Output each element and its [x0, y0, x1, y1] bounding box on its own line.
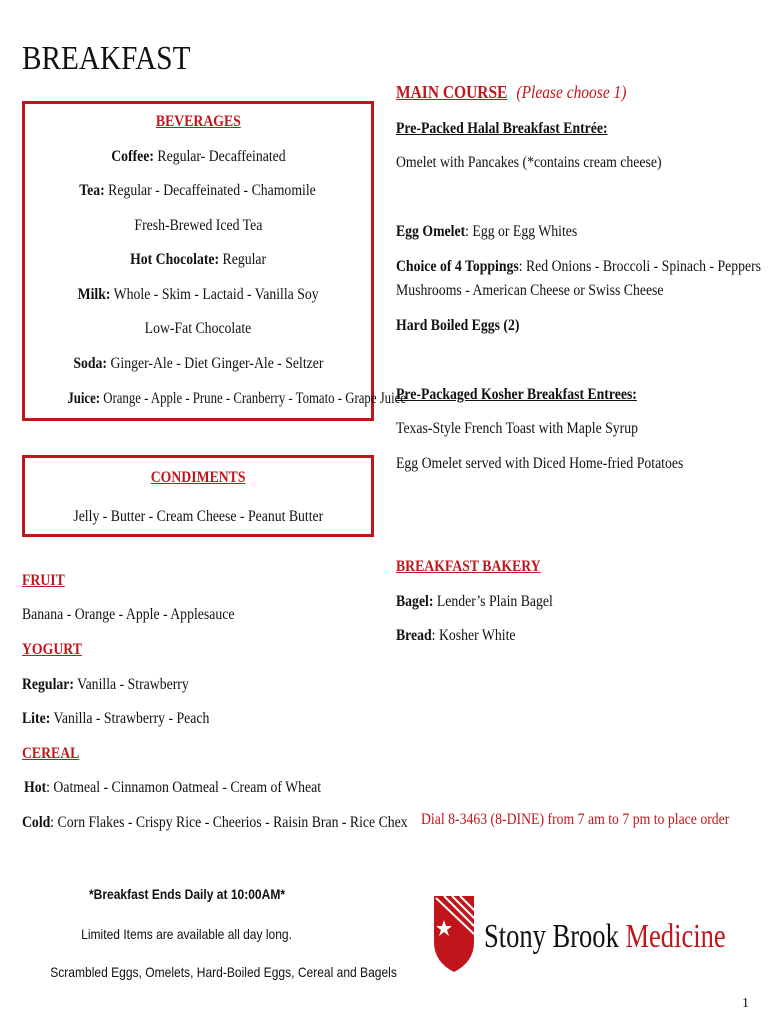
kosher-item-1: Texas-Style French Toast with Maple Syrup — [396, 420, 639, 437]
fruit-heading: FRUIT — [22, 572, 65, 589]
toppings-line: Choice of 4 Toppings: Red Onions - Broccoli - Spinach - Peppers — [396, 258, 762, 275]
beverages-box — [22, 101, 406, 421]
kosher-item-2: Egg Omelet served with Diced Home-fried Potatoes — [396, 455, 684, 472]
yogurt-heading: YOGURT — [22, 641, 82, 658]
bakery-heading: BREAKFAST BAKERY — [396, 558, 541, 575]
milk-line: Milk: Whole - Skim - Lactaid - Vanilla Soy — [77, 286, 319, 303]
toppings-line-2: Mushrooms - American Cheese or Swiss Cheese — [396, 282, 664, 299]
cereal-heading: CEREAL — [22, 745, 80, 762]
boiled-eggs-line: Hard Boiled Eggs (2) — [396, 317, 520, 334]
bread-line: Bread: Kosher White — [396, 627, 516, 644]
stony-brook-logo — [432, 892, 726, 974]
page-number: 1 — [742, 996, 749, 1011]
halal-heading: Pre-Packed Halal Breakfast Entrée: — [396, 120, 608, 137]
bagel-line: Bagel: Lender’s Plain Bagel — [396, 593, 553, 610]
limited-items-line: Limited Items are available all day long. — [81, 926, 293, 942]
juice-line: Juice: Orange - Apple - Prune - Cranberry - Tomato - Grape Juice — [67, 390, 406, 407]
soda-line: Soda: Ginger-Ale - Diet Ginger-Ale - Seltzer — [72, 355, 324, 372]
tea-line: Tea: Regular - Decaffeinated - Chamomile — [79, 182, 317, 199]
page-title: BREAKFAST — [22, 40, 191, 77]
cereal-cold: Cold: Corn Flakes - Crispy Rice - Cheerios - Raisin Bran - Rice Chex — [22, 814, 408, 831]
stony-brook-shield-icon — [432, 892, 476, 974]
breakfast-ends-line: *Breakfast Ends Daily at 10:00AM* — [88, 886, 286, 902]
fruit-items: Banana - Orange - Apple - Applesauce — [22, 606, 235, 623]
all-day-items-line: Scrambled Eggs, Omelets, Hard-Boiled Eggs, Cereal and Bagels — [50, 964, 397, 980]
main-course-heading: MAIN COURSE (Please choose 1) — [396, 82, 627, 102]
yogurt-regular: Regular: Vanilla - Strawberry — [22, 676, 189, 693]
condiments-items: Jelly - Butter - Cream Cheese - Peanut Butter — [73, 508, 323, 525]
condiments-box — [22, 455, 374, 537]
cereal-hot: Hot: Oatmeal - Cinnamon Oatmeal - Cream of Wheat — [24, 779, 322, 796]
kosher-heading: Pre-Packaged Kosher Breakfast Entrees: — [396, 386, 637, 403]
lowfat-line: Low-Fat Chocolate — [144, 320, 252, 337]
condiments-heading: CONDIMENTS — [150, 469, 246, 486]
beverages-heading: BEVERAGES — [155, 113, 241, 130]
iced-tea-line: Fresh-Brewed Iced Tea — [134, 217, 262, 234]
hot-chocolate-line: Hot Chocolate: Regular — [129, 251, 267, 268]
logo-wordmark: Stony Brook Medicine — [484, 918, 726, 955]
halal-item: Omelet with Pancakes (*contains cream cheese) — [396, 154, 662, 171]
yogurt-lite: Lite: Vanilla - Strawberry - Peach — [22, 710, 210, 727]
order-line: Dial 8-3463 (8-DINE) from 7 am to 7 pm to place order — [421, 811, 730, 828]
coffee-line: Coffee: Regular- Decaffeinated — [110, 148, 286, 165]
egg-omelet-line: Egg Omelet: Egg or Egg Whites — [396, 223, 578, 240]
